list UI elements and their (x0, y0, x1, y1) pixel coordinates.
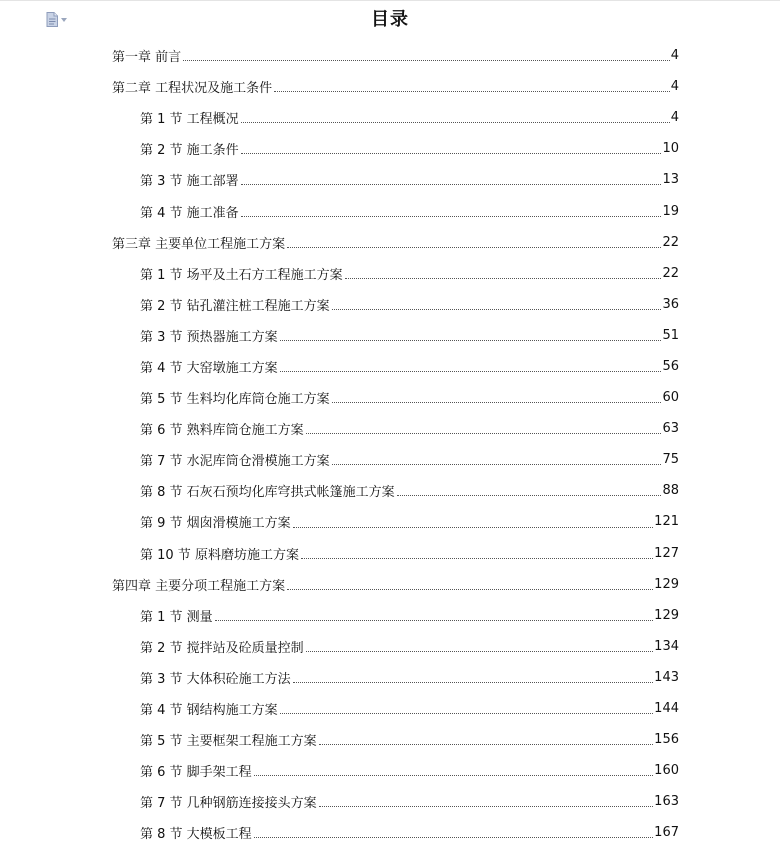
toc-section-entry[interactable] (0, 662, 780, 693)
toc-section-entry[interactable] (0, 631, 780, 662)
toc-section-entry[interactable] (0, 195, 780, 226)
toc-entry-page-number: 51 (662, 327, 679, 343)
toc-dot-leader (254, 837, 654, 838)
toc-dot-leader (306, 433, 662, 434)
toc-entry-page-number: 63 (662, 421, 679, 437)
toc-entry-label: 第 6 节 熟料库筒仓施工方案 (140, 423, 304, 439)
toc-dot-leader (254, 775, 654, 776)
toc-entry-label: 第 10 节 原料磨坊施工方案 (140, 547, 299, 563)
toc-entry-label: 第 2 节 钻孔灌注桩工程施工方案 (140, 298, 330, 314)
table-of-contents (0, 40, 780, 848)
toc-entry-page-number: 19 (662, 203, 679, 219)
toc-dot-leader (215, 620, 654, 621)
toc-dot-leader (306, 651, 654, 652)
toc-dot-leader (274, 91, 670, 92)
toc-entry-page-number: 60 (662, 390, 679, 406)
toc-dot-leader (301, 558, 653, 559)
toc-section-entry[interactable] (0, 413, 780, 444)
toc-entry-page-number: 22 (662, 265, 679, 281)
toc-entry-label: 第 1 节 测量 (140, 609, 213, 625)
toc-entry-page-number: 10 (662, 141, 679, 157)
toc-entry-page-number: 4 (670, 110, 679, 126)
toc-entry-page-number: 167 (654, 825, 679, 841)
toc-entry-page-number: 143 (654, 669, 679, 685)
toc-section-entry[interactable] (0, 817, 780, 848)
toc-section-entry[interactable] (0, 600, 780, 631)
toc-section-entry[interactable] (0, 289, 780, 320)
toc-entry-label: 第 3 节 预热器施工方案 (140, 329, 278, 345)
toc-section-entry[interactable] (0, 786, 780, 817)
toc-entry-page-number: 127 (654, 545, 679, 561)
toc-entry-page-number: 4 (670, 48, 679, 64)
toc-dot-leader (287, 589, 653, 590)
toc-entry-label: 第 1 节 场平及土石方工程施工方案 (140, 267, 343, 283)
toc-entry-page-number: 160 (654, 763, 679, 779)
toc-entry-label: 第 4 节 施工准备 (140, 205, 239, 221)
toc-entry-page-number: 13 (662, 172, 679, 188)
toc-section-entry[interactable] (0, 320, 780, 351)
toc-entry-page-number: 144 (654, 701, 679, 717)
toc-entry-label: 第四章 主要分项工程施工方案 (112, 578, 286, 594)
toc-entry-label: 第 7 节 水泥库筒仓滑模施工方案 (140, 454, 330, 470)
toc-section-entry[interactable] (0, 475, 780, 506)
toc-dot-leader (241, 184, 662, 185)
toc-entry-label: 第 4 节 大窑墩施工方案 (140, 360, 278, 376)
toc-section-entry[interactable] (0, 102, 780, 133)
page-top-border (0, 0, 780, 3)
toc-dot-leader (319, 744, 654, 745)
toc-section-entry[interactable] (0, 382, 780, 413)
toc-entry-label: 第 8 节 石灰石预均化库穹拱式帐篷施工方案 (140, 485, 395, 501)
toc-section-entry[interactable] (0, 258, 780, 289)
toc-entry-label: 第 2 节 搅拌站及砼质量控制 (140, 640, 304, 656)
toc-dot-leader (319, 806, 654, 807)
toc-section-entry[interactable] (0, 444, 780, 475)
toc-entry-label: 第 8 节 大模板工程 (140, 827, 252, 843)
toc-entry-label: 第 4 节 钢结构施工方案 (140, 703, 278, 719)
toc-entry-page-number: 156 (654, 732, 679, 748)
toc-section-entry[interactable] (0, 506, 780, 537)
toc-entry-page-number: 56 (662, 358, 679, 374)
toc-entry-label: 第 1 节 工程概况 (140, 112, 239, 128)
toc-entry-label: 第 9 节 烟囱滑模施工方案 (140, 516, 291, 532)
toc-entry-page-number: 36 (662, 296, 679, 312)
toc-title: 目录 (371, 9, 409, 30)
toc-entry-label: 第 5 节 生料均化库筒仓施工方案 (140, 392, 330, 408)
toc-dot-leader (332, 464, 662, 465)
toc-dot-leader (280, 371, 662, 372)
toc-entry-label: 第 7 节 几种钢筋连接接头方案 (140, 796, 317, 812)
toc-dot-leader (241, 153, 662, 154)
toc-dot-leader (241, 216, 662, 217)
toc-entry-page-number: 134 (654, 638, 679, 654)
toc-section-entry[interactable] (0, 693, 780, 724)
toc-chapter-entry[interactable] (0, 227, 780, 258)
toc-section-entry[interactable] (0, 538, 780, 569)
toc-entry-label: 第 3 节 施工部署 (140, 174, 239, 190)
toc-dot-leader (183, 60, 670, 61)
toc-entry-label: 第三章 主要单位工程施工方案 (112, 236, 286, 252)
toc-dot-leader (280, 713, 654, 714)
toc-section-entry[interactable] (0, 164, 780, 195)
toc-entry-page-number: 75 (662, 452, 679, 468)
toc-section-entry[interactable] (0, 755, 780, 786)
toc-chapter-entry[interactable] (0, 71, 780, 102)
toc-dot-leader (293, 682, 654, 683)
toc-chapter-entry[interactable] (0, 569, 780, 600)
toc-dot-leader (397, 495, 662, 496)
toc-entry-page-number: 163 (654, 794, 679, 810)
toc-entry-page-number: 22 (662, 234, 679, 250)
toc-section-entry[interactable] (0, 724, 780, 755)
toc-entry-page-number: 88 (662, 483, 679, 499)
toc-entry-page-number: 4 (670, 79, 679, 95)
toc-dot-leader (280, 340, 662, 341)
toc-entry-label: 第 2 节 施工条件 (140, 143, 239, 159)
toc-entry-label: 第二章 工程状况及施工条件 (112, 81, 273, 97)
toc-entry-label: 第 5 节 主要框架工程施工方案 (140, 734, 317, 750)
toc-dot-leader (241, 122, 670, 123)
toc-entry-label: 第 6 节 脚手架工程 (140, 765, 252, 781)
toc-dot-leader (332, 402, 662, 403)
toc-entry-page-number: 129 (654, 576, 679, 592)
toc-dot-leader (287, 247, 661, 248)
toc-entry-label: 第 3 节 大体积砼施工方法 (140, 671, 291, 687)
toc-entry-page-number: 129 (654, 607, 679, 623)
toc-dot-leader (332, 309, 662, 310)
toc-dot-leader (345, 278, 662, 279)
toc-section-entry[interactable] (0, 351, 780, 382)
toc-dot-leader (293, 527, 654, 528)
toc-section-entry[interactable] (0, 133, 780, 164)
toc-entry-page-number: 121 (654, 514, 679, 530)
toc-chapter-entry[interactable] (0, 40, 780, 71)
toc-entry-label: 第一章 前言 (112, 50, 182, 66)
